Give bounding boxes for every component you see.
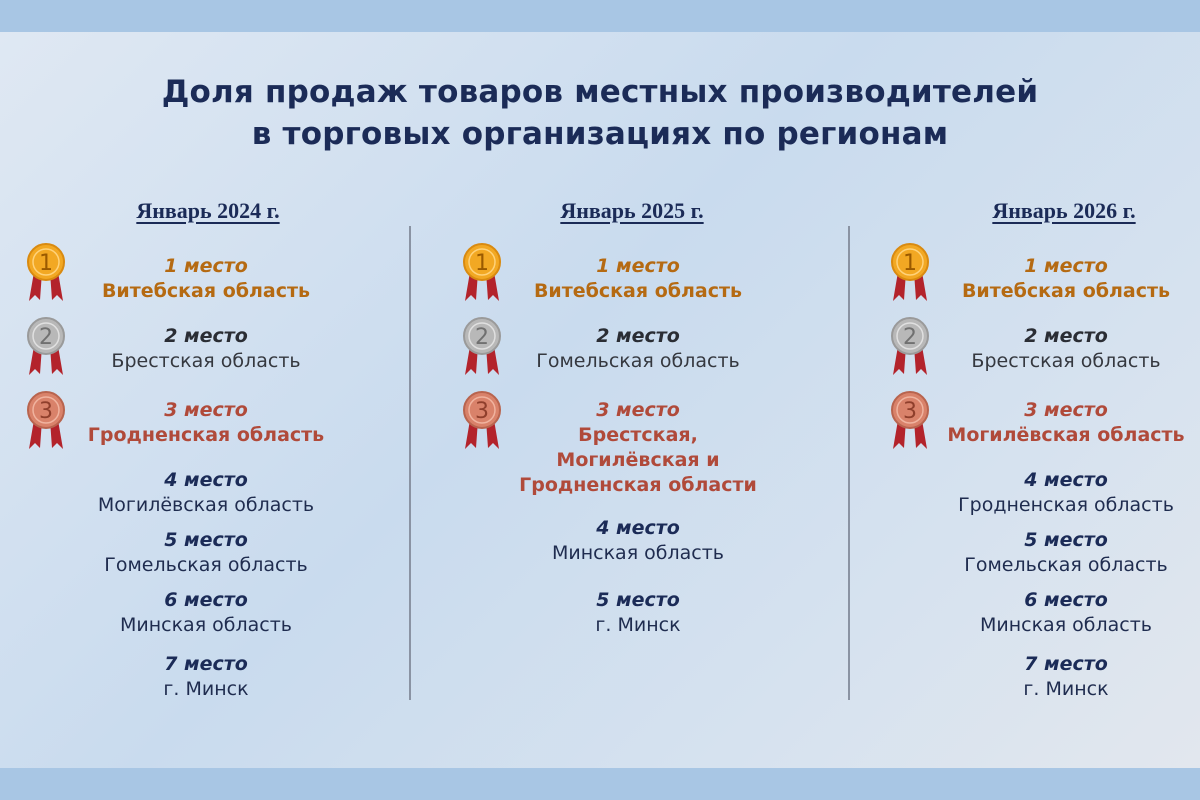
rank-place: 6 место [164, 589, 248, 611]
page-title-line-2: в торговых организациях по регионам [251, 116, 949, 152]
rank-place: 7 место [1024, 653, 1108, 675]
column-divider-left [409, 226, 411, 700]
rank-entry-2024-2 [46, 324, 366, 374]
rank-entry-2026-1 [906, 254, 1200, 304]
rank-region: Гомельская область [536, 350, 740, 372]
rank-region: Минская область [119, 614, 293, 636]
rank-place: 3 место [596, 399, 680, 421]
rank-region: Гродненская область [958, 494, 1174, 516]
rank-entry-2025-1 [478, 254, 798, 304]
rank-region: Витебская область [533, 280, 743, 302]
rank-entry-2025-3 [478, 398, 798, 498]
rank-region: Минская область [979, 614, 1153, 636]
rank-entry-2026-5 [906, 528, 1200, 578]
column-header-2026: Январь 2026 г. [992, 198, 1136, 223]
rank-place: 5 место [1024, 529, 1108, 551]
rank-entry-2026-6 [906, 588, 1200, 638]
rank-place: 6 место [1024, 589, 1108, 611]
rank-region-line: Могилёвская и [556, 449, 720, 471]
rank-entry-2025-2 [478, 324, 798, 374]
rank-place: 3 место [1024, 399, 1108, 421]
rank-region-line: Гродненская области [519, 474, 757, 496]
rank-place: 1 место [596, 255, 680, 277]
column-divider-right [848, 226, 850, 700]
svg-text:2: 2 [903, 325, 917, 350]
rank-place: 3 место [164, 399, 248, 421]
rank-entry-2024-6 [46, 588, 366, 638]
column-header-2024: Январь 2024 г. [136, 198, 280, 223]
rank-region: Брестская область [111, 350, 301, 372]
rank-entry-2024-7 [46, 652, 366, 702]
rank-entry-2026-7 [906, 652, 1200, 702]
svg-text:3: 3 [475, 399, 489, 424]
rank-region: Гродненская область [87, 424, 325, 446]
rank-place: 4 место [1024, 469, 1108, 491]
svg-text:3: 3 [39, 399, 53, 424]
rank-region: г. Минск [163, 678, 249, 700]
rank-entry-2025-5 [478, 588, 798, 638]
page-title-line-1: Доля продаж товаров местных производителей [161, 74, 1039, 110]
rank-entry-2024-4 [46, 468, 366, 518]
rank-place: 1 место [1024, 255, 1108, 277]
rank-region: Могилёвская область [97, 494, 315, 516]
rank-region: г. Минск [595, 614, 681, 636]
svg-text:1: 1 [475, 251, 489, 276]
svg-text:1: 1 [903, 251, 917, 276]
rank-entry-2026-2 [906, 324, 1200, 374]
rank-place: 5 место [164, 529, 248, 551]
rank-entry-2024-5 [46, 528, 366, 578]
rank-region: Минская область [551, 542, 725, 564]
svg-text:1: 1 [39, 251, 53, 276]
rank-place: 2 место [596, 325, 680, 347]
svg-text:2: 2 [475, 325, 489, 350]
rank-entry-2024-3 [46, 398, 366, 448]
rank-region: Витебская область [101, 280, 311, 302]
rank-entry-2026-3 [906, 398, 1200, 448]
rank-region-line: Брестская, [578, 424, 698, 446]
rank-region: Могилёвская область [947, 424, 1185, 446]
rank-region: Витебская область [961, 280, 1171, 302]
rank-region: г. Минск [1023, 678, 1109, 700]
rank-entry-2026-4 [906, 468, 1200, 518]
rank-entry-2024-1 [46, 254, 366, 304]
column-header-2025: Январь 2025 г. [560, 198, 704, 223]
rank-region: Гомельская область [964, 554, 1168, 576]
rank-place: 5 место [596, 589, 680, 611]
rank-place: 7 место [164, 653, 248, 675]
rank-entry-2025-4 [478, 516, 798, 566]
rank-region: Брестская область [971, 350, 1161, 372]
rank-place: 4 место [596, 517, 680, 539]
rank-place: 4 место [164, 469, 248, 491]
rank-place: 2 место [1024, 325, 1108, 347]
rank-place: 2 место [164, 325, 248, 347]
svg-text:2: 2 [39, 325, 53, 350]
svg-text:3: 3 [903, 399, 917, 424]
rank-place: 1 место [164, 255, 248, 277]
rank-region: Гомельская область [104, 554, 308, 576]
